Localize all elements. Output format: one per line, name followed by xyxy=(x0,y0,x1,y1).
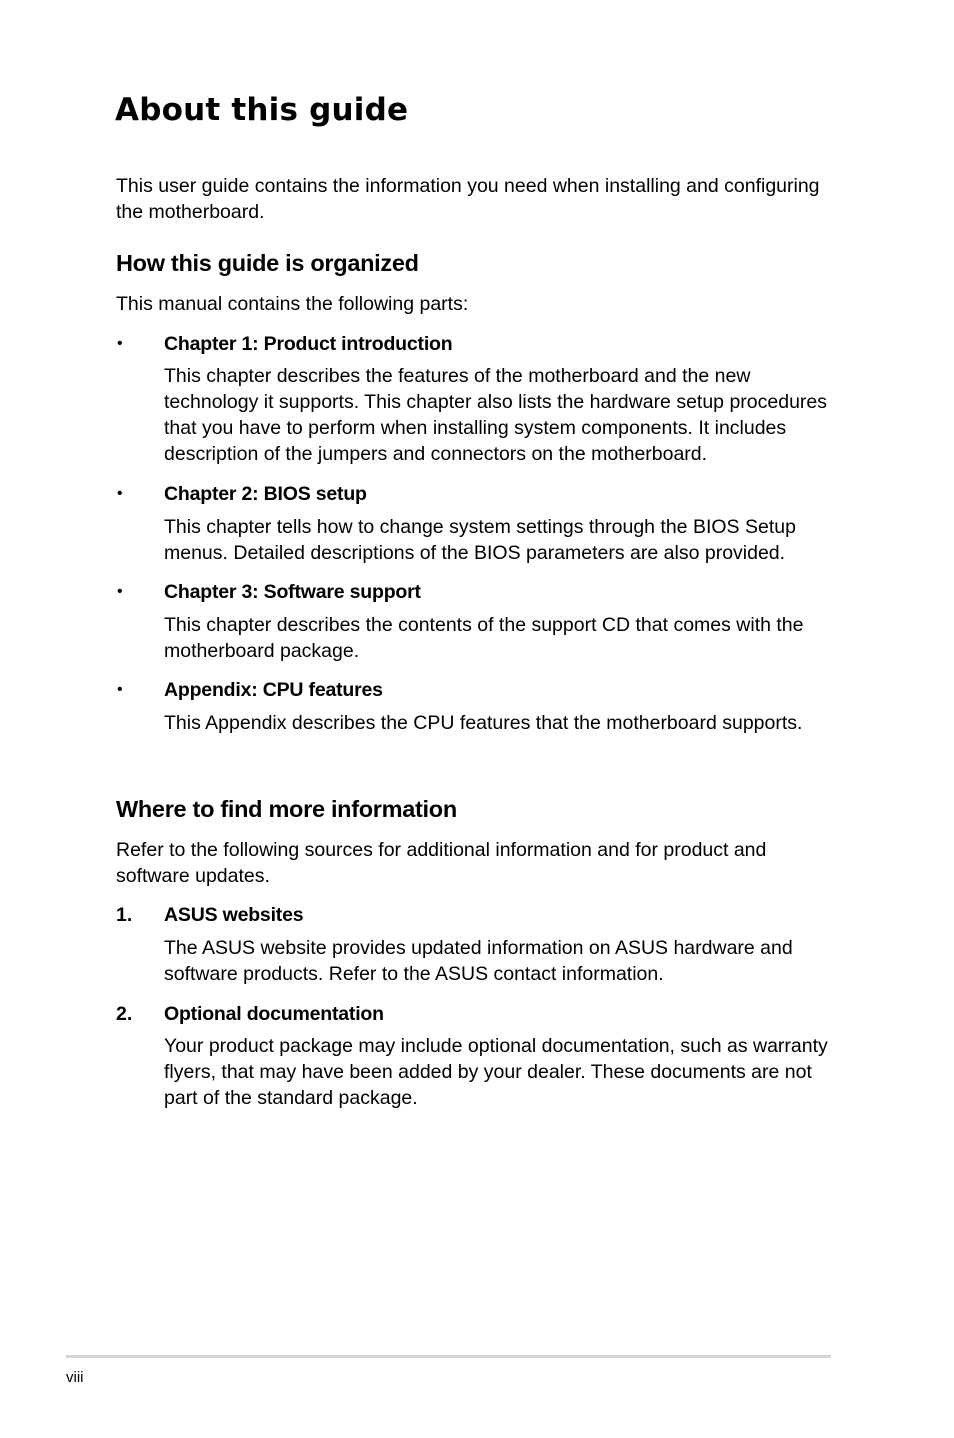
item-title: Chapter 2: BIOS setup xyxy=(164,483,367,505)
description-line: part of the standard package. xyxy=(164,1087,418,1109)
intro-line: This user guide contains the information you need when installing and configuring xyxy=(116,175,820,197)
item-description xyxy=(164,1033,828,1111)
description-line: menus. Detailed descriptions of the BIOS parameters are also provided. xyxy=(164,542,786,564)
list-item-chapter-1 xyxy=(116,331,836,357)
description-line: This chapter describes the features of the motherboard and the new xyxy=(164,365,751,387)
list-item-chapter-2 xyxy=(116,481,836,507)
item-description xyxy=(164,710,802,736)
description-line: The ASUS website provides updated information on ASUS hardware and xyxy=(164,937,793,959)
footer-rule xyxy=(66,1355,831,1358)
section-heading-organized: How this guide is organized xyxy=(116,250,419,276)
description-line: Your product package may include optional documentation, such as warranty xyxy=(164,1035,828,1057)
description-line: flyers, that may have been added by your dealer. These documents are not xyxy=(164,1061,812,1083)
description-line: This chapter tells how to change system settings through the BIOS Setup xyxy=(164,516,796,538)
section-heading-more-info: Where to find more information xyxy=(116,796,457,822)
organized-lead: This manual contains the following parts: xyxy=(116,293,469,315)
list-item-optional-documentation xyxy=(116,1001,836,1027)
description-line: that you have to perform when installing system components. It includes xyxy=(164,417,787,439)
number-marker: 1. xyxy=(116,904,133,926)
description-line: description of the jumpers and connectors on the motherboard. xyxy=(164,443,708,465)
number-marker: 2. xyxy=(116,1003,133,1025)
description-line: This chapter describes the contents of the support CD that comes with the xyxy=(164,614,804,636)
description-line: motherboard package. xyxy=(164,640,360,662)
page-number: viii xyxy=(66,1369,84,1386)
lead-line: Refer to the following sources for additional information and for product and xyxy=(116,839,767,861)
item-description xyxy=(164,363,827,467)
description-line: software products. Refer to the ASUS contact information. xyxy=(164,963,664,985)
list-item-appendix xyxy=(116,677,836,703)
bullet-marker: • xyxy=(117,335,123,352)
item-title: Chapter 1: Product introduction xyxy=(164,333,453,355)
description-line: This Appendix describes the CPU features that the motherboard supports. xyxy=(164,712,803,734)
lead-line: software updates. xyxy=(116,865,270,887)
item-description xyxy=(164,935,793,987)
item-title: Chapter 3: Software support xyxy=(164,581,421,603)
item-description xyxy=(164,514,796,566)
list-item-asus-websites xyxy=(116,902,836,928)
description-line: technology it supports. This chapter also lists the hardware setup procedures xyxy=(164,391,827,413)
intro-line: the motherboard. xyxy=(116,201,265,223)
list-item-chapter-3 xyxy=(116,579,836,605)
item-title: ASUS websites xyxy=(164,904,304,926)
item-description xyxy=(164,612,804,664)
intro-paragraph xyxy=(116,173,820,225)
item-title: Optional documentation xyxy=(164,1003,384,1025)
bullet-marker: • xyxy=(117,681,123,698)
more-info-lead xyxy=(116,837,766,889)
page-title: About this guide xyxy=(115,92,409,128)
bullet-marker: • xyxy=(117,583,123,600)
bullet-marker: • xyxy=(117,485,123,502)
item-title: Appendix: CPU features xyxy=(164,679,383,701)
